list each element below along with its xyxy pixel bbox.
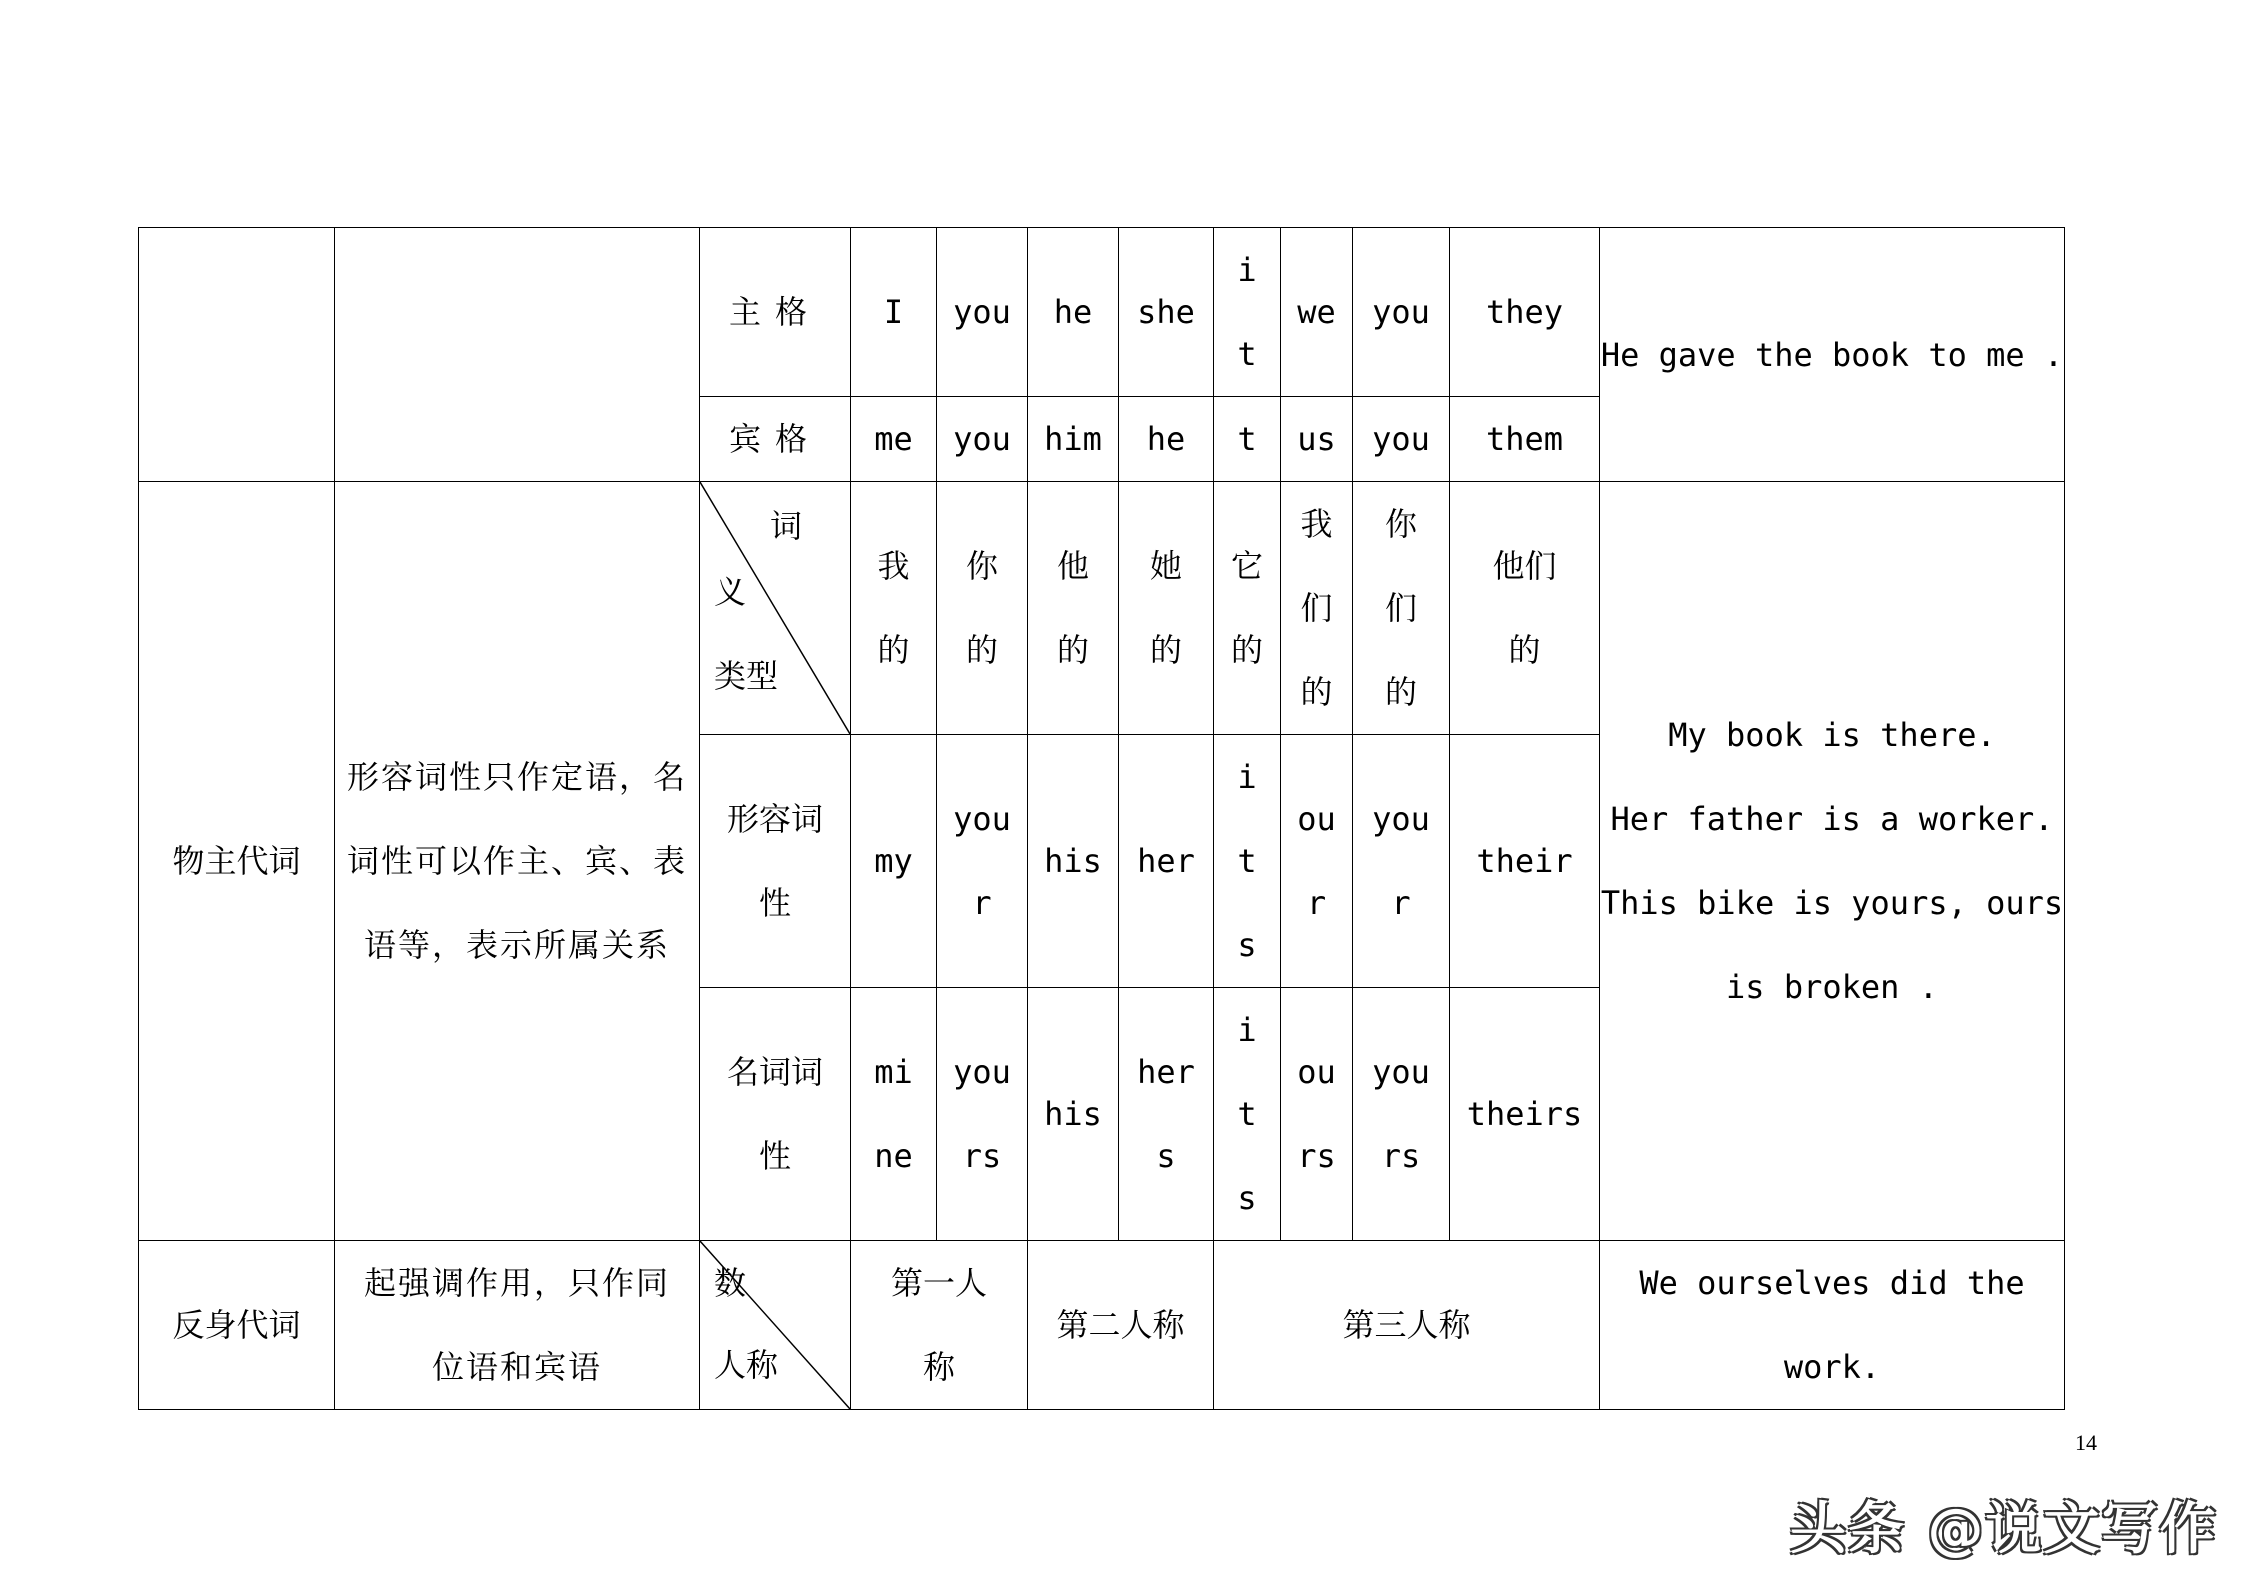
accusative-cell: he xyxy=(1119,397,1214,482)
pronoun-table xyxy=(138,227,2065,1410)
nominative-cell: i t xyxy=(1214,228,1281,397)
empty-type-cell xyxy=(139,228,335,482)
reflexive-type-cell: 反身代词 xyxy=(139,1241,335,1410)
diag-label-person: 人称 xyxy=(714,1346,779,1384)
table-row-reflexive xyxy=(139,1241,2065,1410)
nominative-cell: you xyxy=(1353,228,1450,397)
accusative-cell: him xyxy=(1028,397,1119,482)
second-person-cell: 第二人称 xyxy=(1028,1241,1214,1410)
noun-cell: her s xyxy=(1119,988,1214,1241)
accusative-cell: them xyxy=(1450,397,1600,482)
meaning-cell: 我 们 的 xyxy=(1281,482,1353,735)
nominative-cell: she xyxy=(1119,228,1214,397)
noun-label: 名词词 性 xyxy=(700,988,851,1241)
meaning-cell: 你 的 xyxy=(937,482,1028,735)
adjective-label: 形容词 性 xyxy=(700,735,851,988)
diagonal-header-meaning xyxy=(700,482,851,735)
meaning-cell: 他们 的 xyxy=(1450,482,1600,735)
noun-cell: i t s xyxy=(1214,988,1281,1241)
accusative-cell: you xyxy=(937,397,1028,482)
nominative-cell: we xyxy=(1281,228,1353,397)
diag-label-bottom: 类型 xyxy=(714,657,779,695)
nominative-cell: I xyxy=(851,228,937,397)
nominative-label: 主格 xyxy=(700,228,851,397)
diag-label-number: 数 xyxy=(714,1264,747,1302)
example-reflexive: We ourselves did the work. xyxy=(1600,1241,2065,1410)
table-row-nominative xyxy=(139,228,2065,397)
noun-cell: you rs xyxy=(1353,988,1450,1241)
diag-label-top: 词 xyxy=(770,507,803,545)
table-row-meanings xyxy=(139,482,2065,735)
noun-cell: ou rs xyxy=(1281,988,1353,1241)
adjective-cell: her xyxy=(1119,735,1214,988)
meaning-cell: 她 的 xyxy=(1119,482,1214,735)
accusative-label: 宾格 xyxy=(700,397,851,482)
adjective-cell: i t s xyxy=(1214,735,1281,988)
adjective-cell: their xyxy=(1450,735,1600,988)
nominative-cell: he xyxy=(1028,228,1119,397)
adjective-cell: his xyxy=(1028,735,1119,988)
reflexive-description: 起强调作用，只作同 位语和宾语 xyxy=(335,1241,700,1410)
adjective-cell: my xyxy=(851,735,937,988)
accusative-cell: t xyxy=(1214,397,1281,482)
first-person-cell: 第一人 称 xyxy=(851,1241,1028,1410)
accusative-cell: you xyxy=(1353,397,1450,482)
nominative-cell: you xyxy=(937,228,1028,397)
accusative-cell: us xyxy=(1281,397,1353,482)
noun-cell: you rs xyxy=(937,988,1028,1241)
meaning-cell: 你 们 的 xyxy=(1353,482,1450,735)
adjective-cell: ou r xyxy=(1281,735,1353,988)
diagonal-header-person xyxy=(700,1241,851,1410)
meaning-cell: 我 的 xyxy=(851,482,937,735)
meaning-cell: 他 的 xyxy=(1028,482,1119,735)
third-person-cell: 第三人称 xyxy=(1214,1241,1600,1410)
possessive-type-cell: 物主代词 xyxy=(139,482,335,1241)
possessive-description: 形容词性只作定语，名词性可以作主、宾、表语等，表示所属关系 xyxy=(335,482,700,1241)
watermark-logo: 头条 @说文写作 xyxy=(1790,1497,2218,1562)
adjective-cell: you r xyxy=(1353,735,1450,988)
nominative-cell: they xyxy=(1450,228,1600,397)
meaning-cell: 它 的 xyxy=(1214,482,1281,735)
noun-cell: his xyxy=(1028,988,1119,1241)
noun-cell: mi ne xyxy=(851,988,937,1241)
noun-cell: theirs xyxy=(1450,988,1600,1241)
adjective-cell: you r xyxy=(937,735,1028,988)
empty-desc-cell xyxy=(335,228,700,482)
diag-label-mid: 义 xyxy=(714,573,747,611)
example-personal: He gave the book to me . xyxy=(1600,228,2065,482)
accusative-cell: me xyxy=(851,397,937,482)
example-possessive: My book is there. Her father is a worker. This bike is yours, ours is broken . xyxy=(1600,482,2065,1241)
page-number: 14 xyxy=(2075,1430,2097,1455)
